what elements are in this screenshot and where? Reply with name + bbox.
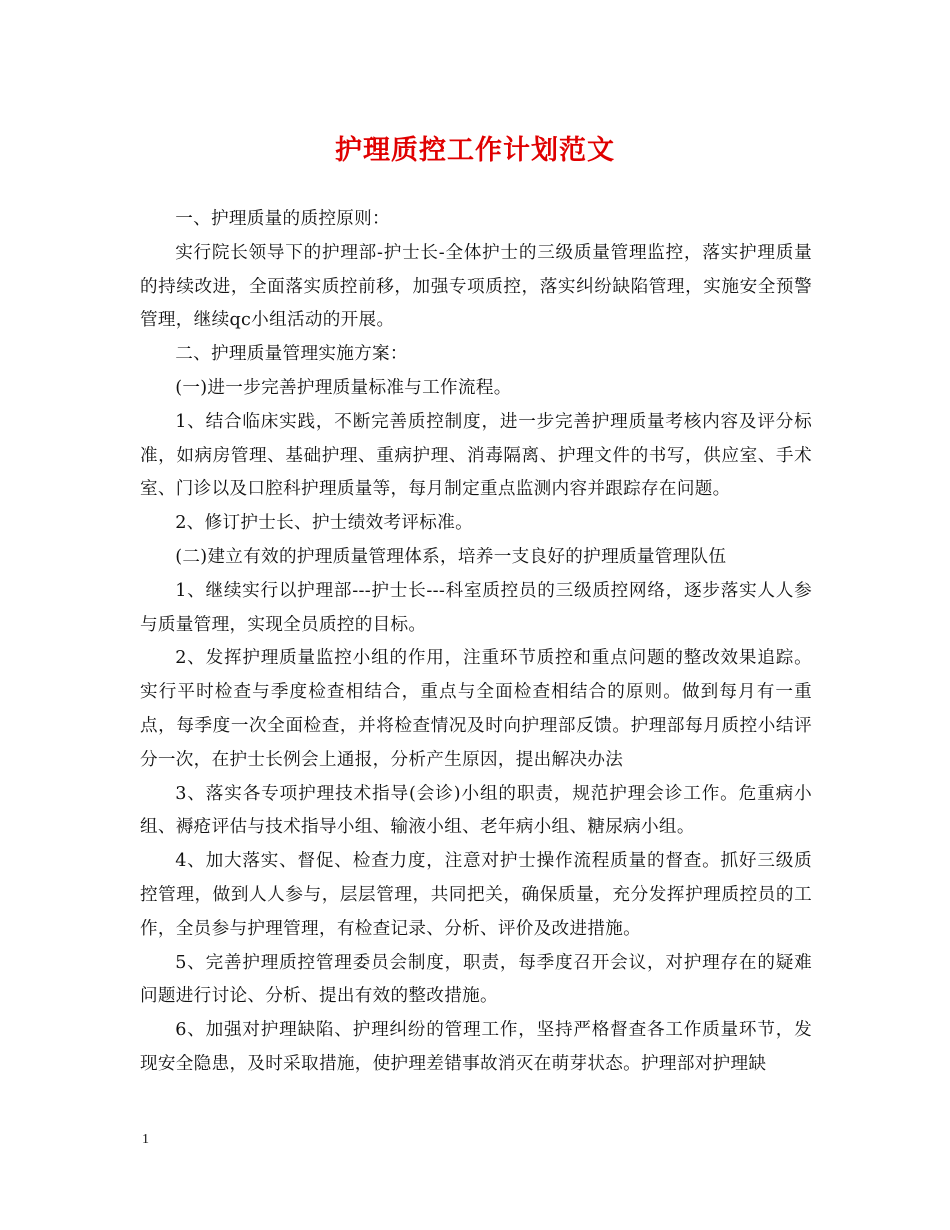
page-number: 1 [142, 1132, 149, 1147]
document-body [140, 203, 812, 1082]
paragraph: 2、修订护士长、护士绩效考评标准。 [175, 513, 473, 534]
paragraph-subsection-1-heading: (一)进一步完善护理质量标准与工作流程。 [175, 377, 512, 398]
paragraph: 3、落实各专项护理技术指导(会诊)小组的职责，规范护理会诊工作。危重病小组、褥疮评估与技术指导小组、输液小组、老年病小组、糖尿病小组。 [140, 783, 812, 838]
paragraph: 5、完善护理质控管理委员会制度，职责，每季度召开会议，对护理存在的疑难问题进行讨论、分析、提出有效的整改措施。 [140, 952, 812, 1007]
paragraph-section-1-heading: 一、护理质量的质控原则： [175, 209, 390, 229]
paragraph: 1、结合临床实践，不断完善质控制度，进一步完善护理质量考核内容及评分标准，如病房管理、基础护理、重病护理、消毒隔离、护理文件的书写，供应室、手术室、门诊以及口腔科护理质量等，每月制定重点监测内容并跟踪存在问题。 [140, 411, 812, 500]
paragraph: 4、加大落实、督促、检查力度，注意对护士操作流程质量的督查。抓好三级质控管理，做到人人参与，层层管理，共同把关，确保质量，充分发挥护理质控员的工作，全员参与护理管理，有检查记录、分析、评价及改进措施。 [140, 851, 812, 939]
paragraph: 6、加强对护理缺陷、护理纠纷的管理工作，坚持严格督查各工作质量环节，发现安全隐患，及时采取措施，使护理差错事故消灭在萌芽状态。护理部对护理缺 [140, 1020, 812, 1074]
paragraph: 1、继续实行以护理部---护士长---科室质控员的三级质控网络，逐步落实人人参与质量管理，实现全员质控的目标。 [140, 580, 812, 635]
paragraph-section-2-heading: 二、护理质量管理实施方案： [175, 344, 408, 365]
paragraph: 2、发挥护理质量监控小组的作用，注重环节质控和重点问题的整改效果追踪。实行平时检查与季度检查相结合，重点与全面检查相结合的原则。做到每月有一重点，每季度一次全面检查，并将检查情况及时向护理部反馈。护理部每月质控小结评分一次，在护士长例会上通报，分析产生原因，提出解决办法 [140, 648, 812, 770]
document-title: 护理质控工作计划范文 [335, 135, 615, 166]
paragraph-subsection-2-heading: (二)建立有效的护理质量管理体系，培养一支良好的护理质量管理队伍 [175, 546, 727, 567]
paragraph: 实行院长领导下的护理部-护士长-全体护士的三级质量管理监控，落实护理质量的持续改进，全面落实质控前移，加强专项质控，落实纠纷缺陷管理，实施安全预警管理，继续qc小组活动的开展。 [140, 242, 812, 331]
